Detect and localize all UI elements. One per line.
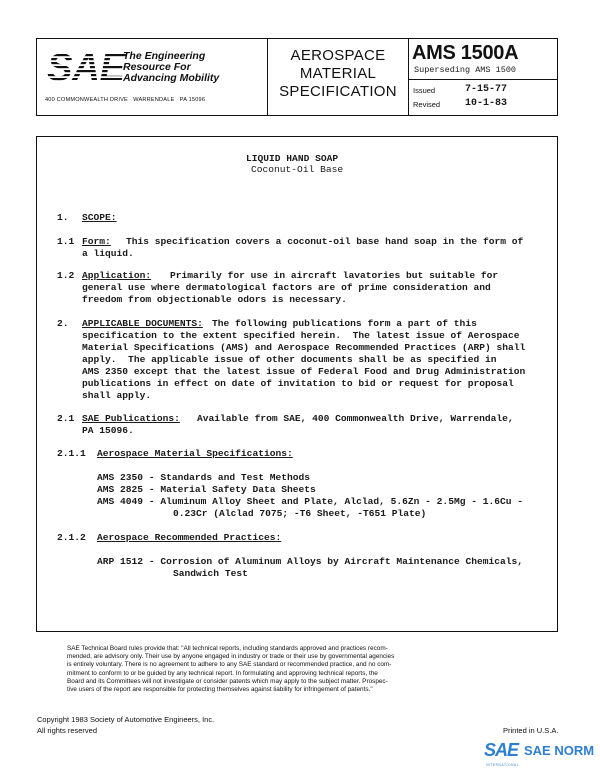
revised-label: Revised	[413, 100, 441, 109]
section-2-1-2-heading: Aerospace Recommended Practices:	[97, 532, 282, 543]
watermark-text: SAE NORM	[524, 743, 595, 758]
copyright-notice: Copyright 1983 Society of Automotive Engineers, Inc.	[37, 715, 215, 724]
section-2-text: specification to the extent specified herein. The latest issue of Aerospace	[82, 330, 520, 341]
section-1-1-number: 1.1	[57, 236, 75, 247]
document-subtitle: Coconut-Oil Base	[251, 164, 344, 175]
section-2-1-2-number: 2.1.2	[57, 532, 86, 543]
section-1-1-text: This specification covers a coconut-oil base hand soap in the form of	[126, 236, 524, 247]
document-title: LIQUID HAND SOAP	[246, 153, 339, 164]
reference-item: AMS 4049 - Aluminum Alloy Sheet and Plate, Alclad, 5.6Zn - 2.5Mg - 1.6Cu -	[97, 496, 524, 507]
section-1-2-text: Primarily for use in aircraft lavatories but suitable for	[170, 270, 499, 281]
document-header	[36, 38, 558, 116]
printed-notice: Printed in U.S.A.	[503, 726, 559, 735]
section-1-2-text: freedom from objectionable odors is necessary.	[82, 294, 347, 305]
tagline: The Engineering Resource For Advancing Mobility	[123, 50, 220, 84]
section-2-heading: APPLICABLE DOCUMENTS:	[82, 318, 203, 329]
reference-item: 0.23Cr (Alclad 7075; -T6 Sheet, -T651 Plate)	[173, 508, 427, 519]
section-2-text: AMS 2350 except that the latest issue of Federal Food and Drug Administration	[82, 366, 526, 377]
watermark-subtext: INTERNATIONAL	[486, 763, 520, 767]
superseding-note: Superseding AMS 1500	[414, 65, 517, 75]
section-2-1-text: PA 15096.	[82, 425, 134, 436]
section-2-1-1-number: 2.1.1	[57, 448, 86, 459]
section-1-1-heading: Form:	[82, 236, 111, 247]
issued-date: 7-15-77	[465, 84, 508, 95]
section-2-text: publications in effect on date of invitation to bid or request for proposal	[82, 378, 514, 389]
issued-label: Issued	[413, 86, 436, 95]
svg-text:SAE: SAE	[47, 47, 126, 89]
sae-address: 400 COMMONWEALTH DRIVE WARRENDALE PA 15096	[45, 97, 206, 103]
rights-notice: All rights reserved	[37, 726, 98, 735]
section-2-1-number: 2.1	[57, 413, 75, 424]
reference-item: AMS 2350 - Standards and Test Methods	[97, 472, 311, 483]
section-1-number: 1.	[57, 212, 69, 223]
spec-title: AEROSPACE MATERIAL SPECIFICATION	[279, 47, 397, 100]
reference-item: AMS 2825 - Material Safety Data Sheets	[97, 484, 316, 495]
section-1-heading: SCOPE:	[82, 212, 117, 223]
section-2-1-heading: SAE Publications:	[82, 413, 180, 424]
section-1-1-text: a liquid.	[82, 248, 134, 259]
section-1-2-text: general use where dermatological factors are of prime consideration and	[82, 282, 491, 293]
section-2-text: The following publications form a part of this	[212, 318, 477, 329]
section-1-2-heading: Application:	[82, 270, 152, 281]
section-2-number: 2.	[57, 318, 69, 329]
reference-item: Sandwich Test	[173, 568, 248, 579]
reference-item: ARP 1512 - Corrosion of Aluminum Alloys by Aircraft Maintenance Chemicals,	[97, 556, 524, 567]
section-2-1-1-heading: Aerospace Material Specifications:	[97, 448, 293, 459]
section-1-2-number: 1.2	[57, 270, 75, 281]
sae-logo	[47, 46, 126, 89]
watermark-mark: SAE	[484, 740, 519, 760]
watermark-logo	[484, 739, 596, 773]
document-number: AMS 1500A	[412, 42, 519, 64]
section-2-text: shall apply.	[82, 390, 152, 401]
section-2-text: apply. The applicable issue of other documents shall be as specified in	[82, 354, 497, 365]
section-2-1-text: Available from SAE, 400 Commonwealth Drive, Warrendale,	[197, 413, 514, 424]
technical-board-disclaimer: SAE Technical Board rules provide that: "All technical reports, including standards approved and practices recom- mended, are advisory only. Their use by anyone engaged in industry or trade or their use by governmental agencies is entirely voluntary. There is no agreement to adhere to any SAE standard or recommended practice, and no com- mitment to conform to or be guided by any technical report. In formulating and approving technical reports, the Board and its Committees will not investigate or consider patents which may apply to the subject matter. Prospec- tive users of the report are responsible for protecting themselves against liability for infringement of patents."	[67, 645, 395, 694]
section-2-text: Material Specifications (AMS) and Aerospace Recommended Practices (ARP) shall	[82, 342, 526, 353]
revised-date: 10-1-83	[465, 98, 508, 109]
